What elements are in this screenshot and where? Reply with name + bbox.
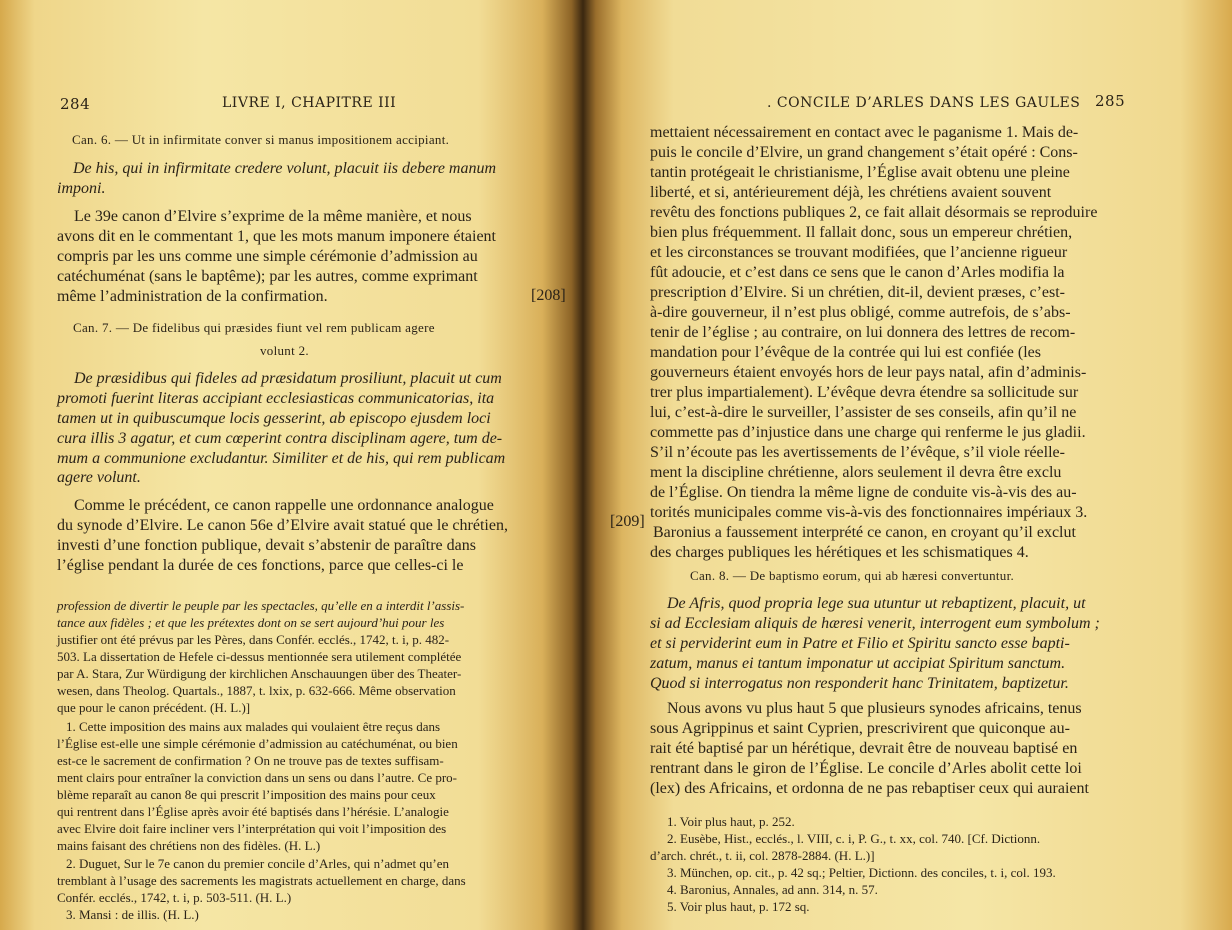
canon-heading: Can. 8. — De baptismo eorum, qui ab hæresi convertuntur. [690, 568, 1015, 583]
page-number: 284 [60, 95, 91, 113]
page-number: 285 [1095, 92, 1126, 110]
footnote-line: 3. Mansi : de illis. (H. L.) [66, 907, 199, 922]
text-line: revêtu des fonctions publiques 2, ce fait allait désormais se reproduire [650, 204, 1098, 221]
footnote-line: 503. La dissertation de Hefele ci-dessus mentionnée sera utilement complétée [57, 649, 462, 664]
footnote-line: wesen, dans Theolog. Quartals., 1887, t. lxix, p. 632-666. Même observation [57, 683, 456, 698]
footnote-line: qui rentrent dans l’Église après avoir été baptisés dans l’hérésie. L’analogie [57, 804, 449, 819]
text-line: à-dire gouverneur, il n’est plus obligé, comme autrefois, de s’abs- [650, 304, 1071, 321]
text-line: De his, qui in infirmitate credere volunt, placuit iis debere manum [73, 160, 497, 177]
footnote-line: ment clairs pour entraîner la conviction dans un sens ou dans l’autre. Ce pro- [57, 770, 457, 785]
text-line: Baronius a faussement interprété ce canon, en croyant qu’il exclut [653, 524, 1076, 541]
left-page [0, 0, 583, 930]
text-line: des charges publiques les hérétiques et les schismatiques 4. [650, 544, 1029, 561]
footnote-line: 4. Baronius, Annales, ad ann. 314, n. 57. [667, 882, 878, 897]
text-line: torités municipales comme vis-à-vis des fonctionnaires impériaux 3. [650, 504, 1088, 521]
text-line: si ad Ecclesiam aliquis de hæresi venerit, interrogent eum symbolum ; [650, 615, 1100, 632]
text-line: de l’Église. On tiendra la même ligne de conduite vis-à-vis des au- [650, 484, 1077, 501]
text-line: De præsidibus qui fideles ad præsidatum prosiliunt, placuit ut cum [74, 370, 502, 387]
text-line: gouverneurs étaient envoyés hors de leur pays natal, afin d’adminis- [650, 364, 1087, 381]
running-head: LIVRE I, CHAPITRE III [222, 95, 397, 111]
text-line: tamen ut in quibuscumque locis gesserint, ab episcopo ejusdem loci [57, 410, 491, 427]
text-line: Le 39e canon d’Elvire s’exprime de la même manière, et nous [74, 208, 472, 225]
text-line: zatum, manus ei tantum imponatur ut accipiat Spiritum sanctum. [650, 655, 1066, 672]
footnote-line: blème reparaît au canon 8e qui prescrit l’imposition des mains pour ceux [57, 787, 436, 802]
footnote-line: 2. Duguet, Sur le 7e canon du premier concile d’Arles, qui n’admet qu’en [66, 856, 450, 871]
text-line: liberté, et si, antérieurement déjà, les chrétiens avaient souvent [650, 184, 1052, 201]
footnote-line: que pour le canon précédent. (H. L.)] [57, 700, 251, 715]
text-line: bien plus fréquemment. Il fallait donc, sous un empereur chrétien, [650, 224, 1073, 241]
text-line: compris par les uns comme une simple cérémonie d’admission au [57, 248, 478, 265]
footnote-line: 2. Eusèbe, Hist., ecclés., l. VIII, c. i, P. G., t. xx, col. 740. [Cf. Dictionn. [667, 831, 1041, 846]
canon-heading: volunt 2. [260, 343, 309, 358]
text-line: Nous avons vu plus haut 5 que plusieurs synodes africains, tenus [667, 700, 1082, 717]
footnote-line: l’Église est-elle une simple cérémonie d’admission au catéchuménat, ou bien [57, 736, 458, 751]
text-line: cura illis 3 agatur, et cum cœperint contra disciplinam agere, tum de- [57, 430, 503, 447]
right-page [583, 0, 1232, 930]
footnote-line: d’arch. chrét., t. ii, col. 2878-2884. (H. L.)] [650, 848, 875, 863]
margin-note: [209] [610, 513, 645, 530]
text-line: fût adoucie, et c’est dans ce sens que le canon d’Arles modifia la [650, 264, 1065, 281]
text-line: et les circonstances se trouvant modifiées, que l’ancienne rigueur [650, 244, 1068, 261]
running-head: . CONCILE D’ARLES DANS LES GAULES [767, 95, 1081, 111]
canon-heading: Can. 7. — De fidelibus qui præsides fiunt vel rem publicam agere [73, 320, 435, 335]
text-line: investi d’une fonction publique, devait s’abstenir de paraître dans [57, 537, 476, 554]
text-line: (lex) des Africains, et ordonna de ne pas rebaptiser ceux qui auraient [650, 780, 1089, 797]
text-line: promoti fuerint literas accipiant ecclesiasticas communicatorias, ita [57, 390, 495, 407]
footnote-line: 1. Voir plus haut, p. 252. [667, 814, 795, 829]
text-line: De Afris, quod propria lege sua utuntur ut rebaptizent, placuit, ut [667, 595, 1086, 612]
text-line: lui, c’est-à-dire le surveiller, l’assister de ses conseils, afin qu’il ne [650, 404, 1077, 421]
text-line: même l’administration de la confirmation. [57, 288, 328, 305]
margin-note: [208] [531, 287, 566, 304]
text-line: rait été baptisé par un hérétique, devrait être de nouveau baptisé en [650, 740, 1078, 757]
text-line: tantin protégeait le christianisme, l’Église avait obtenu une pleine [650, 164, 1070, 181]
text-line: avons dit en le commentant 1, que les mots manum imponere étaient [57, 228, 496, 245]
footnote-line: tremblant à l’usage des sacrements les magistrats actuellement en charge, dans [57, 873, 466, 888]
text-line: du synode d’Elvire. Le canon 56e d’Elvire avait statué que le chrétien, [57, 517, 508, 534]
footnote-line: Confér. ecclés., 1742, t. i, p. 503-511. (H. L.) [57, 890, 292, 905]
footnote-line: par A. Stara, Zur Würdigung der kirchlichen Anschauungen über des Theater- [57, 666, 462, 681]
text-line: Quod si interrogatus non responderit hanc Trinitatem, baptizetur. [650, 675, 1069, 692]
text-line: sous Agrippinus et saint Cyprien, prescrivirent que quiconque au- [650, 720, 1070, 737]
text-line: commette pas d’injustice dans une charge qui renferme le jus gladii. [650, 424, 1086, 441]
text-line: ment la discipline chrétienne, alors seulement il devra être exclu [650, 464, 1062, 481]
footnote-line: 1. Cette imposition des mains aux malades qui voulaient être reçus dans [66, 719, 441, 734]
text-line: prescription d’Elvire. Si un chrétien, dit-il, devient præses, c’est- [650, 284, 1065, 301]
text-line: rentrant dans le giron de l’Église. Le concile d’Arles abolit cette loi [650, 760, 1082, 777]
text-line: et si perviderint eum in Patre et Filio et Spiritu sancto esse bapti- [650, 635, 1070, 652]
text-line: agere volunt. [57, 469, 141, 486]
footnote-line: 3. München, op. cit., p. 42 sq.; Peltier, Dictionn. des conciles, t. i, col. 193. [667, 865, 1056, 880]
footnote-line: profession de divertir le peuple par les spectacles, qu’elle en a interdit l’assis- [57, 598, 465, 613]
text-line: S’il n’écoute pas les avertissements de l’évêque, s’il viole réelle- [650, 444, 1065, 461]
text-line: mandation pour l’évêque de la contrée qui lui est confiée (les [650, 344, 1041, 361]
text-line: mettaient nécessairement en contact avec le paganisme 1. Mais de- [650, 124, 1079, 141]
canon-heading: Can. 6. — Ut in infirmitate conver si manus impositionem accipiant. [72, 132, 450, 147]
footnote-line: est-ce le sacrement de confirmation ? On ne trouve pas de textes suffisam- [57, 753, 444, 768]
footnote-line: 5. Voir plus haut, p. 172 sq. [667, 899, 810, 914]
footnote-line: mains faisant des chrétiens non des fidèles. (H. L.) [57, 838, 321, 853]
text-line: trer plus impartialement). L’évêque devra étendre sa sollicitude sur [650, 384, 1079, 401]
footnote-line: tance aux fidèles ; et que les prétextes dont on se sert aujourd’hui pour les [57, 615, 445, 630]
text-line: l’église pendant la durée de ces fonctions, parce que celles-ci le [57, 557, 464, 574]
text-line: Comme le précédent, ce canon rappelle une ordonnance analogue [74, 497, 494, 514]
footnote-line: justifier ont été prévus par les Pères, dans Confér. ecclés., 1742, t. i, p. 482- [57, 632, 450, 647]
footnote-line: avec Elvire doit faire incliner vers l’interprétation qui voit l’imposition des [57, 821, 447, 836]
text-line: mum a communione excludantur. Similiter et de his, qui rem publicam [57, 450, 506, 467]
text-line: tenir de l’église ; au contraire, on lui donnera des lettres de recom- [650, 324, 1076, 341]
text-line: imponi. [57, 180, 106, 197]
text-line: catéchuménat (sans le baptême); par les autres, comme exprimant [57, 268, 478, 285]
text-line: puis le concile d’Elvire, un grand changement s’était opéré : Cons- [650, 144, 1078, 161]
